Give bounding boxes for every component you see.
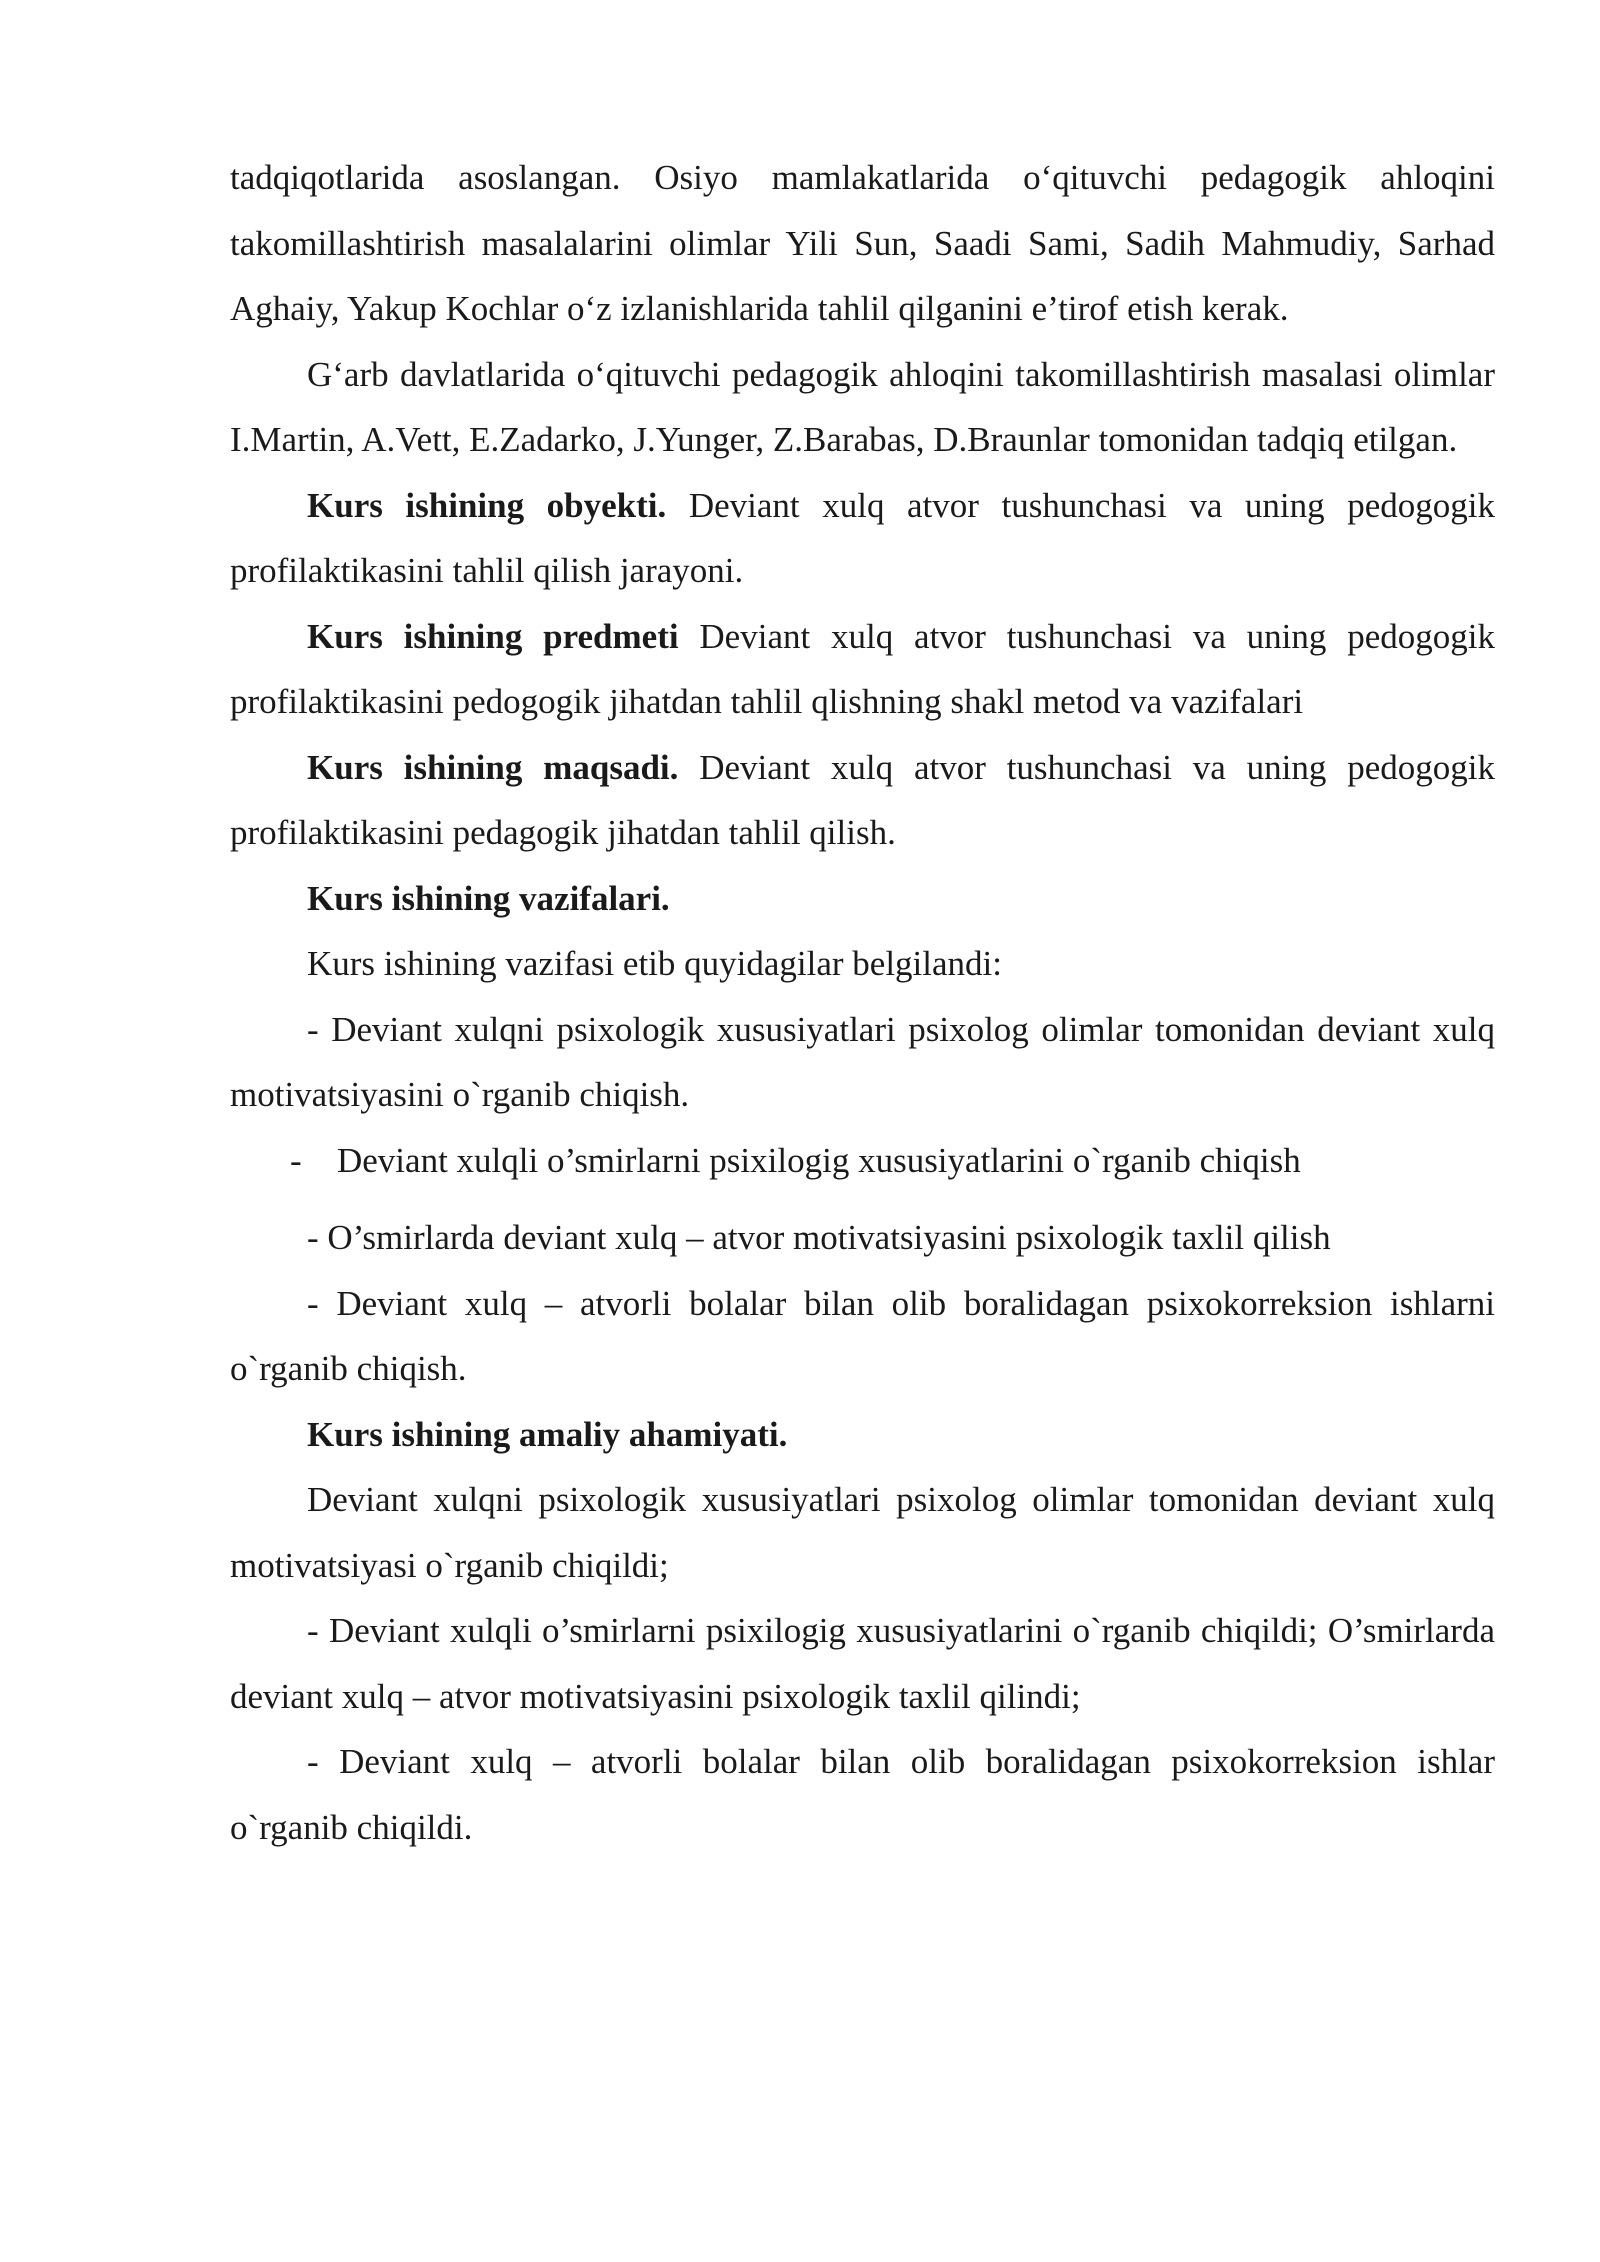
paragraph-object: [230, 473, 1495, 604]
practical-item-2: - Deviant xulqli o’smirlarni psixilogig xususiyatlarini o`rganib chiqildi; O’smirlarda deviant xulq – atvor motivatsiyasini psixologik taxlil qilindi;: [230, 1611, 1495, 1716]
task-item-2: [230, 1128, 1495, 1194]
task-item-1: - Deviant xulqni psixologik xususiyatlari psixolog olimlar tomonidan deviant xulq motivatsiyasini o`rganib chiqish.: [230, 1009, 1495, 1114]
object-heading: Kurs ishining obyekti.: [307, 485, 667, 525]
task-item-2-dash: -: [290, 1140, 302, 1180]
task-item-3: - O’smirlarda deviant xulq – atvor motivatsiyasini psixologik taxlil qilish: [307, 1218, 1331, 1257]
tasks-intro: Kurs ishining vazifasi etib quyidagilar belgilandi:: [307, 944, 1002, 983]
subject-heading: Kurs ishining predmeti: [307, 616, 679, 656]
practical-item-1: Deviant xulqni psixologik xususiyatlari psixolog olimlar tomonidan deviant xulq motivatsiyasi o`rganib chiqildi;: [230, 1480, 1495, 1585]
practical-heading: Kurs ishining amaliy ahamiyati.: [307, 1414, 788, 1454]
document-page: [230, 145, 1495, 1860]
tasks-heading: Kurs ishining vazifalari.: [307, 878, 670, 918]
goal-text: Deviant xulq atvor tushunchasi va uning pedogogik profilaktikasini pedagogik jihatdan tahlil qilish.: [230, 747, 1495, 852]
practical-item-3: - Deviant xulq – atvorli bolalar bilan olib boralidagan psixokorreksion ishlar o`rganib chiqildi.: [230, 1742, 1495, 1847]
paragraph-goal: [230, 735, 1495, 866]
goal-heading: Kurs ishining maqsadi.: [307, 747, 679, 787]
paragraph-subject: [230, 604, 1495, 735]
paragraph-asia-scholars: tadqiqotlarida asoslangan. Osiyo mamlakatlarida o‘qituvchi pedagogik ahloqini takomillashtirish masalalarini olimlar Yili Sun, Saadi Sami, Sadih Mahmudiy, Sarhad Aghaiy, Yakup Kochlar o‘z izlanishlarida tahlil qilganini e’tirof etish kerak.: [230, 158, 1495, 328]
object-text: Deviant xulq atvor tushunchasi va uning pedogogik profilaktikasini tahlil qilish jarayoni.: [230, 485, 1495, 590]
task-item-4: - Deviant xulq – atvorli bolalar bilan olib boralidagan psixokorreksion ishlarni o`rganib chiqish.: [230, 1283, 1495, 1388]
task-item-2-text: Deviant xulqli o’smirlarni psixilogig xususiyatlarini o`rganib chiqish: [337, 1140, 1301, 1180]
paragraph-west-scholars: G‘arb davlatlarida o‘qituvchi pedagogik ahloqini takomillashtirish masalasi olimlar I.Martin, A.Vett, E.Zadarko, J.Yunger, Z.Barabas, D.Braunlar tomonidan tadqiq etilgan.: [230, 354, 1495, 459]
subject-text: Deviant xulq atvor tushunchasi va uning pedogogik profilaktikasini pedogogik jihatdan tahlil qlishning shakl metod va vazifalari: [230, 616, 1495, 721]
